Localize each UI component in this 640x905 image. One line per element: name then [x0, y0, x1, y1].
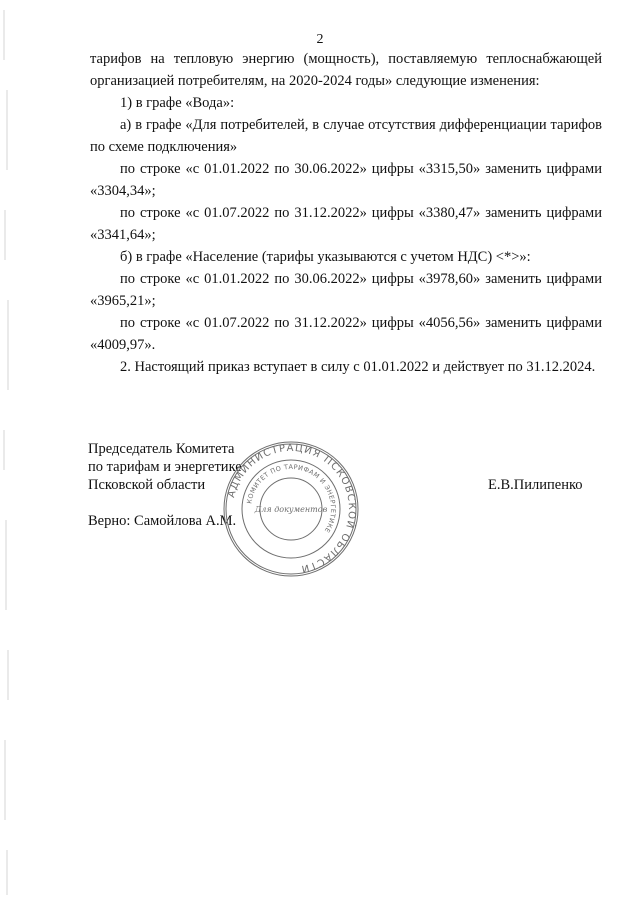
- paragraph-5: по строке «с 01.07.2022 по 31.12.2022» цифры «3380,47» заменить цифрами «3341,64»;: [90, 205, 602, 243]
- paragraph-2: 1) в графе «Вода»:: [120, 95, 235, 111]
- paragraph-3: а) в графе «Для потребителей, в случае отсутствия дифференциации тарифов по схеме подключения»: [90, 117, 602, 155]
- seal-inner-text: КОМИТЕТ ПО ТАРИФАМ И ЭНЕРГЕТИКЕ: [245, 462, 338, 535]
- signatory-position-line-2: по тарифам и энергетике: [88, 459, 242, 475]
- signatory-position-line-1: Председатель Комитета: [88, 441, 235, 457]
- signatory-position-line-3: Псковской области: [88, 477, 206, 493]
- paragraph-8: по строке «с 01.07.2022 по 31.12.2022» цифры «4056,56» заменить цифрами «4009,97».: [90, 315, 602, 353]
- paragraph-4: по строке «с 01.01.2022 по 30.06.2022» цифры «3315,50» заменить цифрами «3304,34»;: [90, 161, 602, 199]
- seal-outer-text: АДМИНИСТРАЦИЯ ПСКОВСКОЙ ОБЛАСТИ: [226, 442, 358, 575]
- official-seal-stamp: [222, 440, 360, 578]
- paragraph-1: тарифов на тепловую энергию (мощность), поставляемую теплоснабжающей организацией потребителям, на 2020-2024 годы» следующие изменения:: [90, 51, 602, 89]
- seal-center-text: Для документов: [254, 505, 328, 514]
- signatory-name: Е.В.Пилипенко: [488, 477, 583, 493]
- document-body: [90, 48, 602, 378]
- paragraph-9: 2. Настоящий приказ вступает в силу с 01.01.2022 и действует по 31.12.2024.: [120, 359, 596, 375]
- page-number: 2: [316, 32, 324, 47]
- signatory-position: [88, 440, 242, 494]
- scan-edge-noise: [2, 0, 10, 905]
- paragraph-6: б) в графе «Население (тарифы указываются с учетом НДС) <*>»:: [120, 249, 531, 265]
- certified-copy-note: Верно: Самойлова А.М.: [88, 513, 237, 529]
- paragraph-7: по строке «с 01.01.2022 по 30.06.2022» цифры «3978,60» заменить цифрами «3965,21»;: [90, 271, 602, 309]
